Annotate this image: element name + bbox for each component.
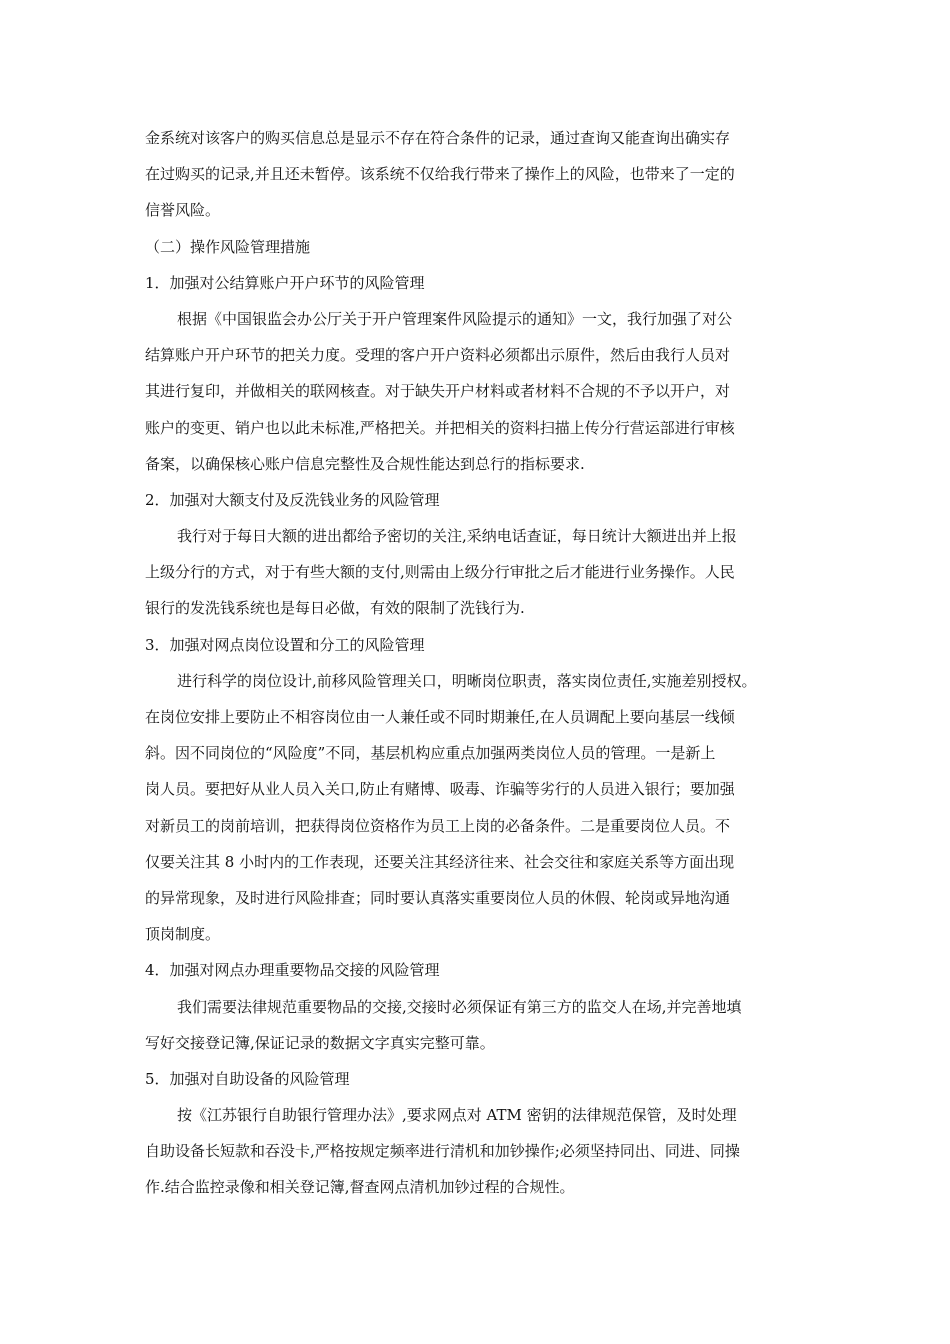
paragraph-line: 在过购买的记录,并且还未暂停。该系统不仅给我行带来了操作上的风险，也带来了一定的 [145, 165, 735, 184]
paragraph-line: 银行的发洗钱系统也是每日必做，有效的限制了洗钱行为. [145, 599, 525, 618]
subsection-heading: 5．加强对自助设备的风险管理 [145, 1069, 350, 1088]
paragraph-line: 结算账户开户环节的把关力度。受理的客户开户资料必须都出示原件，然后由我行人员对 [145, 346, 731, 365]
paragraph-line: 岗人员。要把好从业人员入关口,防止有赌博、吸毒、诈骗等劣行的人员进入银行；要加强 [145, 780, 735, 799]
paragraph-line: 按《江苏银行自助银行管理办法》,要求网点对 ATM 密钥的法律规范保管，及时处理 [177, 1106, 737, 1125]
subsection-heading: 2．加强对大额支付及反洗钱业务的风险管理 [145, 490, 440, 509]
paragraph-line: 顶岗制度。 [145, 925, 221, 944]
paragraph-line: 对新员工的岗前培训，把获得岗位资格作为员工上岗的必备条件。二是重要岗位人员。不 [145, 816, 731, 835]
paragraph-line: 在岗位安排上要防止不相容岗位由一人兼任或不同时期兼任,在人员调配上要向基层一线倾 [145, 708, 735, 726]
paragraph-line: 作.结合监控录像和相关登记簿,督查网点清机加钞过程的合规性。 [145, 1178, 575, 1197]
paragraph-line: 我们需要法律规范重要物品的交接,交接时必须保证有第三方的监交人在场,并完善地填 [177, 997, 742, 1016]
paragraph-line: 其进行复印，并做相关的联网核查。对于缺失开户材料或者材料不合规的不予以开户，对 [145, 382, 731, 401]
section-heading: （二）操作风险管理措施 [145, 237, 311, 256]
paragraph-line: 信誉风险。 [145, 201, 221, 220]
subsection-heading: 1．加强对公结算账户开户环节的风险管理 [145, 273, 425, 292]
paragraph-line: 进行科学的岗位设计,前移风险管理关口，明晰岗位职责，落实岗位责任,实施差别授权。 [177, 671, 757, 690]
paragraph-line: 上级分行的方式，对于有些大额的支付,则需由上级分行审批之后才能进行业务操作。人民 [145, 563, 735, 582]
paragraph-line: 仅要关注其 8 小时内的工作表现，还要关注其经济往来、社会交往和家庭关系等方面出现 [145, 852, 735, 871]
paragraph-line: 我行对于每日大额的进出都给予密切的关注,采纳电话查证，每日统计大额进出并上报 [177, 527, 737, 546]
paragraph-line: 自助设备长短款和吞没卡,严格按规定频率进行清机和加钞操作;必须坚持同出、同进、同操 [145, 1142, 740, 1161]
paragraph-line: 斜。因不同岗位的“风险度”不同，基层机构应重点加强两类岗位人员的管理。一是新上 [145, 744, 716, 763]
paragraph-line: 的异常现象，及时进行风险排查；同时要认真落实重要岗位人员的休假、轮岗或异地沟通 [145, 888, 731, 907]
paragraph-line: 备案，以确保核心账户信息完整性及合规性能达到总行的指标要求. [145, 454, 585, 473]
subsection-heading: 3．加强对网点岗位设置和分工的风险管理 [145, 635, 425, 654]
paragraph-line: 写好交接登记簿,保证记录的数据文字真实完整可靠。 [145, 1033, 495, 1052]
paragraph-line: 账户的变更、销户也以此未标准,严格把关。并把相关的资料扫描上传分行营运部进行审核 [145, 418, 735, 437]
paragraph-line: 金系统对该客户的购买信息总是显示不存在符合条件的记录，通过查询又能查询出确实存 [145, 129, 731, 147]
document-page [145, 120, 813, 1206]
subsection-heading: 4．加强对网点办理重要物品交接的风险管理 [145, 961, 440, 980]
paragraph-line: 根据《中国银监会办公厅关于开户管理案件风险提示的通知》一文，我行加强了对公 [177, 309, 733, 328]
